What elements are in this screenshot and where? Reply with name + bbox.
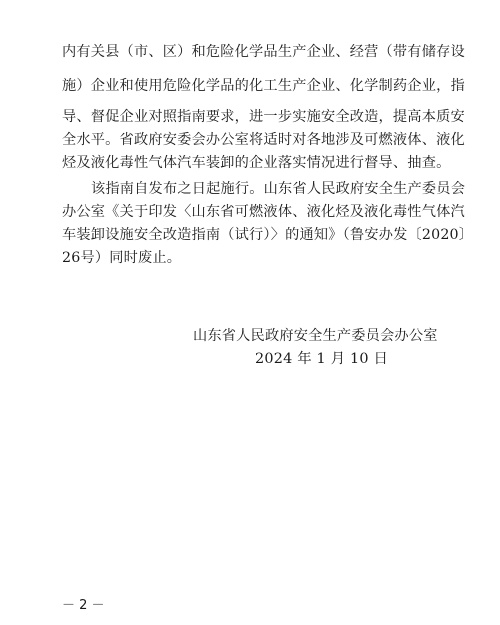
paragraph-2-line-2: 办公室《关于印发〈山东省可燃液体、液化烃及液化毒性气体汽 — [62, 204, 465, 220]
issue-date: 2024 年 1 月 10 日 — [255, 351, 389, 367]
paragraph-1-line-4: 全水平。省政府安委会办公室将适时对各地涉及可燃液体、液化 — [62, 132, 465, 148]
paragraph-2-line-1: 该指南自发布之日起施行。山东省人民政府安全生产委员会 — [91, 181, 466, 197]
paragraph-2-line-4: 26号）同时废止。 — [62, 250, 182, 266]
page-number: － 2 － — [62, 598, 105, 613]
paragraph-1-line-2: 施）企业和使用危险化学品的化工生产企业、化学制药企业，指 — [62, 78, 465, 94]
paragraph-2-line-3: 车装卸设施安全改造指南（试行）〉的通知》（鲁安办发〔2020〕 — [62, 227, 474, 243]
paragraph-1-line-1: 内有关县（市、区）和危险化学品生产企业、经营（带有储存设 — [62, 44, 465, 60]
paragraph-1-line-3: 导、督促企业对照指南要求，进一步实施安全改造，提高本质安 — [62, 109, 465, 125]
issuing-organization: 山东省人民政府安全生产委员会办公室 — [193, 328, 438, 344]
paragraph-1-line-5: 烃及液化毒性气体汽车装卸的企业落实情况进行督导、抽查。 — [62, 155, 451, 171]
